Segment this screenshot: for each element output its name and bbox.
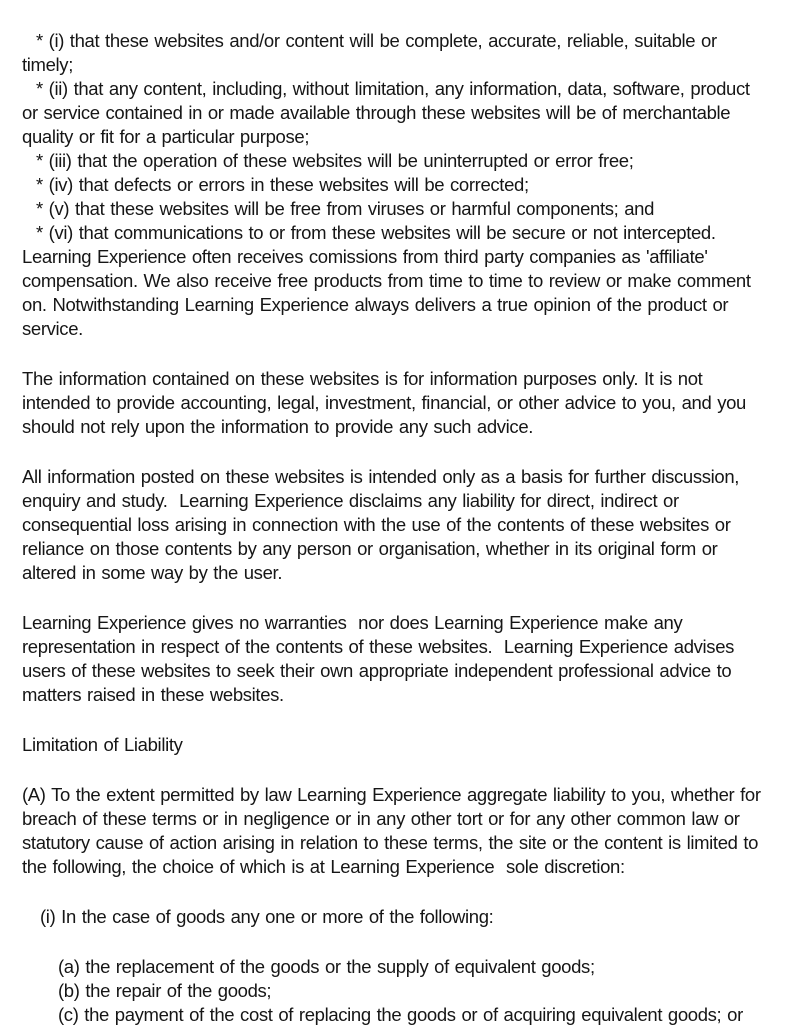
warranty-disclaimer-list	[22, 29, 773, 341]
text-line: (c) the payment of the cost of replacing the goods or of acquiring equivalent goods; or	[58, 1004, 743, 1025]
limitation-of-liability-heading	[22, 733, 773, 757]
text-line: breach of these terms or in negligence or in any other tort or for any other common law or	[22, 808, 740, 829]
text-line: (A) To the extent permitted by law Learning Experience aggregate liability to you, whether for	[22, 784, 761, 805]
text-line: All information posted on these websites is intended only as a basis for further discussion,	[22, 466, 740, 487]
text-line: (a) the replacement of the goods or the supply of equivalent goods;	[58, 956, 595, 977]
no-warranties-paragraph	[22, 611, 773, 707]
liability-disclaimer-paragraph	[22, 465, 773, 585]
text-line: Limitation of Liability	[22, 734, 183, 755]
text-line: representation in respect of the contents of these websites. Learning Experience advises	[22, 636, 735, 657]
text-line: compensation. We also receive free products from time to time to review or make comment	[22, 270, 751, 291]
text-line: * (v) that these websites will be free from viruses or harmful components; and	[36, 198, 655, 219]
text-line: the following, the choice of which is at Learning Experience sole discretion:	[22, 856, 625, 877]
text-line: reliance on those contents by any person or organisation, whether in its original form or	[22, 538, 718, 559]
goods-remedies-list	[22, 955, 773, 1027]
text-line: intended to provide accounting, legal, investment, financial, or other advice to you, and you	[22, 392, 747, 413]
text-line: timely;	[22, 54, 73, 75]
text-line: (b) the repair of the goods;	[58, 980, 272, 1001]
text-line: Learning Experience often receives comissions from third party companies as 'affiliate'	[22, 246, 708, 267]
text-line: * (i) that these websites and/or content will be complete, accurate, reliable, suitable or	[36, 30, 717, 51]
text-line: statutory cause of action arising in relation to these terms, the site or the content is limited to	[22, 832, 759, 853]
information-purpose-paragraph	[22, 367, 773, 439]
text-line: altered in some way by the user.	[22, 562, 283, 583]
goods-case-intro	[22, 905, 773, 929]
text-line: * (iii) that the operation of these websites will be uninterrupted or error free;	[36, 150, 634, 171]
text-line: service.	[22, 318, 83, 339]
aggregate-liability-paragraph	[22, 783, 773, 879]
text-line: * (vi) that communications to or from these websites will be secure or not intercepted.	[36, 222, 716, 243]
text-line: enquiry and study. Learning Experience disclaims any liability for direct, indirect or	[22, 490, 679, 511]
text-line: consequential loss arising in connection with the use of the contents of these websites or	[22, 514, 731, 535]
terms-and-conditions-text	[22, 29, 773, 1027]
text-line: * (iv) that defects or errors in these websites will be corrected;	[36, 174, 529, 195]
text-line: * (ii) that any content, including, without limitation, any information, data, software, product	[36, 78, 750, 99]
text-line: The information contained on these websites is for information purposes only. It is not	[22, 368, 703, 389]
text-line: on. Notwithstanding Learning Experience always delivers a true opinion of the product or	[22, 294, 729, 315]
text-line: (i) In the case of goods any one or more of the following:	[40, 906, 494, 927]
text-line: should not rely upon the information to provide any such advice.	[22, 416, 534, 437]
text-line: Learning Experience gives no warranties nor does Learning Experience make any	[22, 612, 683, 633]
text-line: quality or fit for a particular purpose;	[22, 126, 310, 147]
text-line: matters raised in these websites.	[22, 684, 284, 705]
text-line: users of these websites to seek their own appropriate independent professional advice to	[22, 660, 732, 681]
text-line: or service contained in or made available through these websites will be of merchantable	[22, 102, 731, 123]
